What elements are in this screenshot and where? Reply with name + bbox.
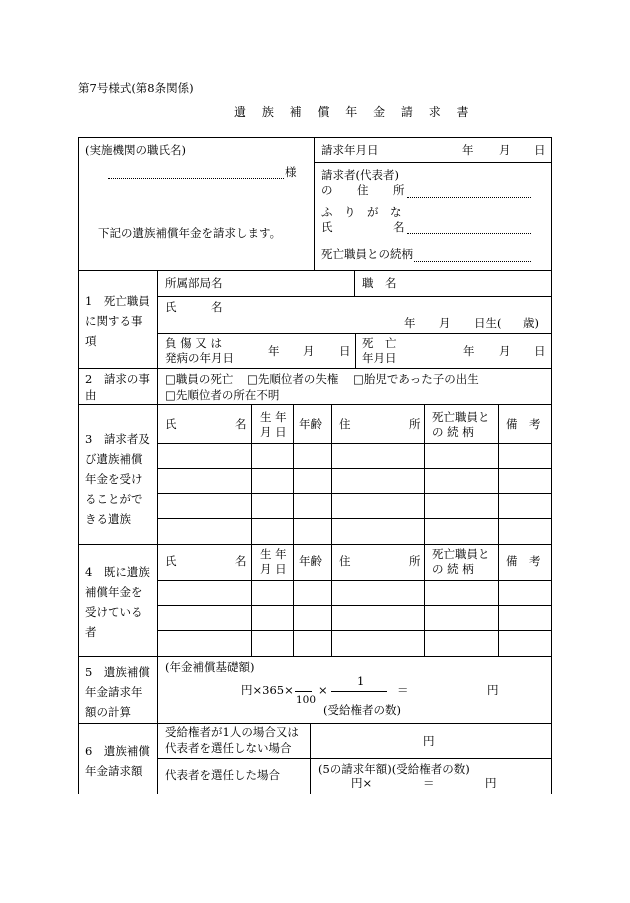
s2-label-2: 由 — [85, 388, 97, 402]
s4-col-name-b: 名 — [235, 554, 247, 568]
claimant-address-field[interactable] — [407, 197, 531, 198]
agency-label: (実施機関の職氏名) — [85, 143, 186, 157]
s4-label-1: 4 既に遺族 — [85, 565, 150, 579]
s4-label-2: 補償年金を — [85, 585, 143, 599]
deceased-name-b: 名 — [211, 300, 223, 314]
s1-label-1: 1 死亡職員 — [85, 294, 150, 308]
claimant-name-field[interactable] — [407, 233, 531, 234]
s4-col-birth-1: 生 年 — [260, 547, 287, 561]
claimant-label: 請求者(代表者) — [321, 168, 399, 182]
s5-label-2: 年金請求年 — [85, 685, 143, 699]
s3-label-2: び遺族補償 — [85, 452, 143, 466]
s3-col-birth-1: 生 年 — [260, 410, 287, 424]
recipient-count-label: (受給権者の数) — [323, 703, 401, 717]
form-number: 第7号様式(第8条関係) — [78, 81, 194, 95]
s3-col-name-b: 名 — [235, 417, 247, 431]
formula-times: × — [318, 683, 328, 697]
request-statement: 下記の遺族補償年金を請求します。 — [98, 226, 282, 240]
injury-day: 日 — [339, 344, 351, 358]
fraction-bar-100 — [295, 691, 312, 692]
s1-label-3: 項 — [85, 334, 97, 348]
s3-col-age: 年齢 — [299, 417, 322, 431]
case2-label: 代表者を選任した場合 — [165, 768, 280, 782]
case1-yen: 円 — [423, 734, 435, 748]
s3-label-3: 年金を受け — [85, 472, 143, 486]
injury-year: 年 — [268, 344, 280, 358]
request-date-label: 請求年月日 — [321, 143, 379, 157]
dept-label: 所属部局名 — [165, 276, 223, 290]
name-label-a: 氏 — [321, 220, 333, 234]
s3-col-addr-a: 住 — [339, 417, 351, 431]
denominator-100: 100 — [296, 694, 317, 706]
address-label-c: 所 — [393, 183, 405, 197]
numerator-1: 1 — [357, 674, 365, 688]
formula-prefix: 円×365× — [241, 683, 294, 697]
death-label-2: 年月日 — [362, 351, 397, 365]
address-label-b: 住 — [357, 183, 369, 197]
reason-option-missing[interactable]: □先順位者の所在不明 — [165, 388, 280, 402]
s4-col-addr-b: 所 — [409, 554, 421, 568]
request-date-day: 日 — [534, 143, 546, 157]
birth-month: 月 — [439, 316, 451, 330]
s4-col-age: 年齢 — [299, 554, 322, 568]
birth-age: 歳) — [523, 316, 539, 330]
s3-label-4: ることがで — [85, 492, 143, 506]
request-date-month: 月 — [499, 143, 511, 157]
s4-col-birth-2: 月 日 — [260, 562, 287, 576]
death-month: 月 — [499, 344, 511, 358]
s4-col-rel-2: の 続 柄 — [432, 562, 474, 576]
injury-label-1: 負 傷 又 は — [165, 336, 222, 350]
birth-year: 年 — [404, 316, 416, 330]
s3-col-birth-2: 月 日 — [260, 425, 287, 439]
base-amount-label: (年金補償基礎額) — [165, 660, 255, 674]
injury-label-2: 発病の年月日 — [165, 351, 234, 365]
reason-option-forfeit[interactable]: □先順位者の失権 — [247, 372, 339, 386]
case2-yen: 円 — [485, 776, 497, 790]
s3-col-name-a: 氏 — [165, 417, 177, 431]
request-date-year: 年 — [462, 143, 474, 157]
case2-yen-times: 円× — [351, 776, 373, 790]
formula-equals: ＝ — [397, 683, 409, 697]
address-label-a: の — [321, 183, 333, 197]
s3-label-1: 3 請求者及 — [85, 432, 150, 446]
s3-col-addr-b: 所 — [409, 417, 421, 431]
s5-label-1: 5 遺族補償 — [85, 665, 150, 679]
s4-col-name-a: 氏 — [165, 554, 177, 568]
relation-label: 死亡職員との続柄 — [321, 247, 413, 261]
deceased-name-a: 氏 — [165, 300, 177, 314]
case1-label-1: 受給権者が1人の場合又は — [165, 725, 299, 739]
reason-option-birth[interactable]: □胎児であった子の出生 — [353, 372, 479, 386]
fraction-bar-count — [331, 691, 387, 692]
s4-label-4: 者 — [85, 625, 97, 639]
agency-name-field[interactable] — [108, 178, 284, 179]
s4-col-note: 備 考 — [506, 554, 541, 568]
formula-yen: 円 — [487, 683, 499, 697]
case2-formula-top: (5の請求年額)(受給権者の数) — [318, 762, 470, 776]
post-label: 職 名 — [362, 276, 397, 290]
s5-label-3: 額の計算 — [85, 705, 131, 719]
furigana-label: ふ り が な — [321, 205, 402, 219]
case1-label-2: 代表者を選任しない場合 — [165, 741, 292, 755]
s3-col-rel-1: 死亡職員と — [432, 410, 490, 424]
death-label-1: 死 亡 — [362, 336, 397, 350]
death-year: 年 — [463, 344, 475, 358]
injury-month: 月 — [303, 344, 315, 358]
name-label-b: 名 — [393, 220, 405, 234]
s3-col-note: 備 考 — [506, 417, 541, 431]
case2-equals: ＝ — [423, 776, 435, 790]
death-day: 日 — [534, 344, 546, 358]
relation-field[interactable] — [414, 261, 531, 262]
page-title: 遺 族 補 償 年 金 請 求 書 — [234, 105, 475, 119]
s6-label-1: 6 遺族補償 — [85, 744, 150, 758]
s6-label-2: 年金請求額 — [85, 764, 143, 778]
s3-col-rel-2: の 続 柄 — [432, 425, 474, 439]
birth-day: 日生( — [474, 316, 502, 330]
s1-label-2: に関する事 — [85, 314, 143, 328]
sama-label: 様 — [285, 165, 297, 179]
s3-label-5: きる遺族 — [85, 512, 131, 526]
s4-col-rel-1: 死亡職員と — [432, 547, 490, 561]
s4-col-addr-a: 住 — [339, 554, 351, 568]
reason-option-death[interactable]: □職員の死亡 — [165, 372, 234, 386]
s4-label-3: 受けている — [85, 605, 143, 619]
s2-label-1: 2 請求の事 — [85, 372, 150, 386]
